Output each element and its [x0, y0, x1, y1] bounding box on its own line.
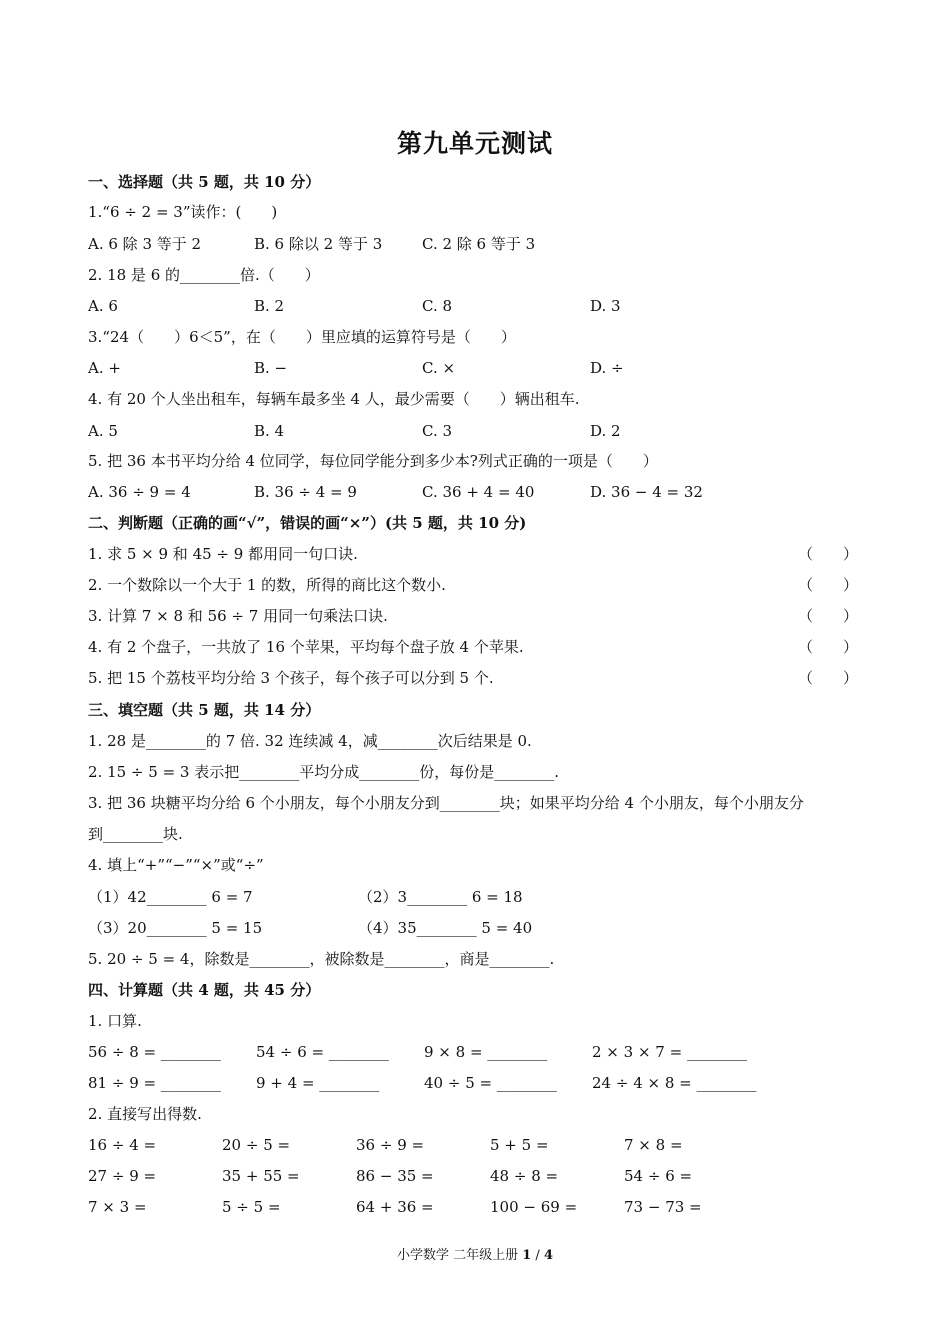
- direct-calc-item: 86 − 35 =: [356, 1167, 434, 1185]
- option-b: B. −: [254, 359, 288, 377]
- option-d: D. 3: [590, 297, 621, 315]
- option-b: B. 36 ÷ 4 = 9: [254, 483, 357, 501]
- section-header-fill: 三、填空题（共 5 题，共 14 分）: [88, 701, 321, 719]
- direct-calc-item: 35 + 55 =: [222, 1167, 300, 1185]
- judge-item: 5. 把 15 个荔枝平均分给 3 个孩子，每个孩子可以分到 5 个.: [88, 669, 494, 687]
- fill-subitem: （1）42________ 6 = 7: [88, 888, 253, 906]
- question-text: 4. 有 20 个人坐出租车，每辆车最多坐 4 人，最少需要（ ）辆出租车.: [88, 390, 580, 408]
- option-a: A. +: [88, 359, 121, 377]
- option-c: C. ×: [422, 359, 456, 377]
- answer-parentheses: （ ）: [798, 545, 859, 563]
- oral-calc-item: 9 + 4 = ________: [256, 1074, 380, 1092]
- fill-question-continued: 到________块.: [88, 825, 183, 843]
- option-b: B. 2: [254, 297, 285, 315]
- direct-calc-item: 100 − 69 =: [490, 1198, 578, 1216]
- section-header-calc: 四、计算题（共 4 题，共 45 分）: [88, 981, 321, 999]
- page-title: 第九单元测试: [396, 129, 553, 158]
- option-b: B. 4: [254, 422, 285, 440]
- fill-question: 3. 把 36 块糖平均分给 6 个小朋友，每个小朋友分到________块；如果平均分给 4 个小朋友，每个小朋友分: [88, 794, 804, 812]
- calc-question: 2. 直接写出得数.: [88, 1105, 202, 1123]
- fill-subitem: （3）20________ 5 = 15: [88, 919, 263, 937]
- oral-calc-item: 9 × 8 = ________: [424, 1043, 548, 1061]
- question-text: 3.“24（ ）6＜5”，在（ ）里应填的运算符号是（ ）: [88, 328, 516, 346]
- judge-item: 4. 有 2 个盘子，一共放了 16 个苹果，平均每个盘子放 4 个苹果.: [88, 638, 524, 656]
- direct-calc-item: 5 + 5 =: [490, 1136, 549, 1154]
- fill-subitem: （2）3________ 6 = 18: [358, 888, 523, 906]
- direct-calc-item: 7 × 3 =: [88, 1198, 147, 1216]
- option-c: C. 3: [422, 422, 453, 440]
- direct-calc-item: 73 − 73 =: [624, 1198, 702, 1216]
- question-text: 5. 把 36 本书平均分给 4 位同学，每位同学能分到多少本?列式正确的一项是（ ）: [88, 452, 658, 470]
- judge-item: 3. 计算 7 × 8 和 56 ÷ 7 用同一句乘法口诀.: [88, 607, 388, 625]
- fill-subitem: （4）35________ 5 = 40: [358, 919, 533, 937]
- option-a: A. 36 ÷ 9 = 4: [88, 483, 191, 501]
- option-a: A. 5: [88, 422, 118, 440]
- direct-calc-item: 20 ÷ 5 =: [222, 1136, 291, 1154]
- option-d: D. ÷: [590, 359, 624, 377]
- option-a: A. 6: [88, 297, 118, 315]
- option-d: D. 36 − 4 = 32: [590, 483, 703, 501]
- page-total: 4: [543, 1248, 553, 1263]
- direct-calc-item: 64 + 36 =: [356, 1198, 434, 1216]
- judge-item: 2. 一个数除以一个大于 1 的数，所得的商比这个数小.: [88, 576, 446, 594]
- option-c: C. 8: [422, 297, 453, 315]
- option-c: C. 36 + 4 = 40: [422, 483, 535, 501]
- page-footer: [0, 1244, 950, 1263]
- direct-calc-item: 7 × 8 =: [624, 1136, 683, 1154]
- calc-question: 1. 口算.: [88, 1012, 142, 1030]
- direct-calc-item: 27 ÷ 9 =: [88, 1167, 157, 1185]
- fill-question: 1. 28 是________的 7 倍. 32 连续减 4，减________次后结果是 0.: [88, 732, 532, 750]
- answer-parentheses: （ ）: [798, 576, 859, 594]
- section-header-choice: 一、选择题（共 5 题，共 10 分）: [88, 173, 321, 191]
- answer-parentheses: （ ）: [798, 607, 859, 625]
- option-b: B. 6 除以 2 等于 3: [254, 235, 383, 253]
- section-header-judge: 二、判断题（正确的画“√”，错误的画“×”）(共 5 题，共 10 分): [88, 514, 527, 532]
- direct-calc-item: 36 ÷ 9 =: [356, 1136, 425, 1154]
- oral-calc-item: 54 ÷ 6 = ________: [256, 1043, 389, 1061]
- footer-text: 小学数学 二年级上册: [396, 1248, 523, 1263]
- oral-calc-item: 56 ÷ 8 = ________: [88, 1043, 221, 1061]
- oral-calc-item: 24 ÷ 4 × 8 = ________: [592, 1074, 757, 1092]
- page-separator: /: [531, 1248, 544, 1263]
- option-a: A. 6 除 3 等于 2: [88, 235, 202, 253]
- fill-question: 4. 填上“+”“−”“×”或“÷”: [88, 856, 264, 874]
- judge-item: 1. 求 5 × 9 和 45 ÷ 9 都用同一句口诀.: [88, 545, 358, 563]
- direct-calc-item: 54 ÷ 6 =: [624, 1167, 693, 1185]
- option-d: D. 2: [590, 422, 621, 440]
- oral-calc-item: 2 × 3 × 7 = ________: [592, 1043, 747, 1061]
- oral-calc-item: 40 ÷ 5 = ________: [424, 1074, 557, 1092]
- direct-calc-item: 48 ÷ 8 =: [490, 1167, 559, 1185]
- answer-parentheses: （ ）: [798, 638, 859, 656]
- answer-parentheses: （ ）: [798, 669, 859, 687]
- page-number: 1: [522, 1248, 532, 1263]
- question-text: 1.“6 ÷ 2 = 3”读作：( ): [88, 203, 278, 221]
- option-c: C. 2 除 6 等于 3: [422, 235, 536, 253]
- direct-calc-item: 16 ÷ 4 =: [88, 1136, 157, 1154]
- oral-calc-item: 81 ÷ 9 = ________: [88, 1074, 221, 1092]
- direct-calc-item: 5 ÷ 5 =: [222, 1198, 281, 1216]
- fill-question: 5. 20 ÷ 5 = 4，除数是________，被除数是________，商是________.: [88, 950, 555, 968]
- question-text: 2. 18 是 6 的________倍.（ ）: [88, 266, 320, 284]
- fill-question: 2. 15 ÷ 5 = 3 表示把________平均分成________份，每份是________.: [88, 763, 559, 781]
